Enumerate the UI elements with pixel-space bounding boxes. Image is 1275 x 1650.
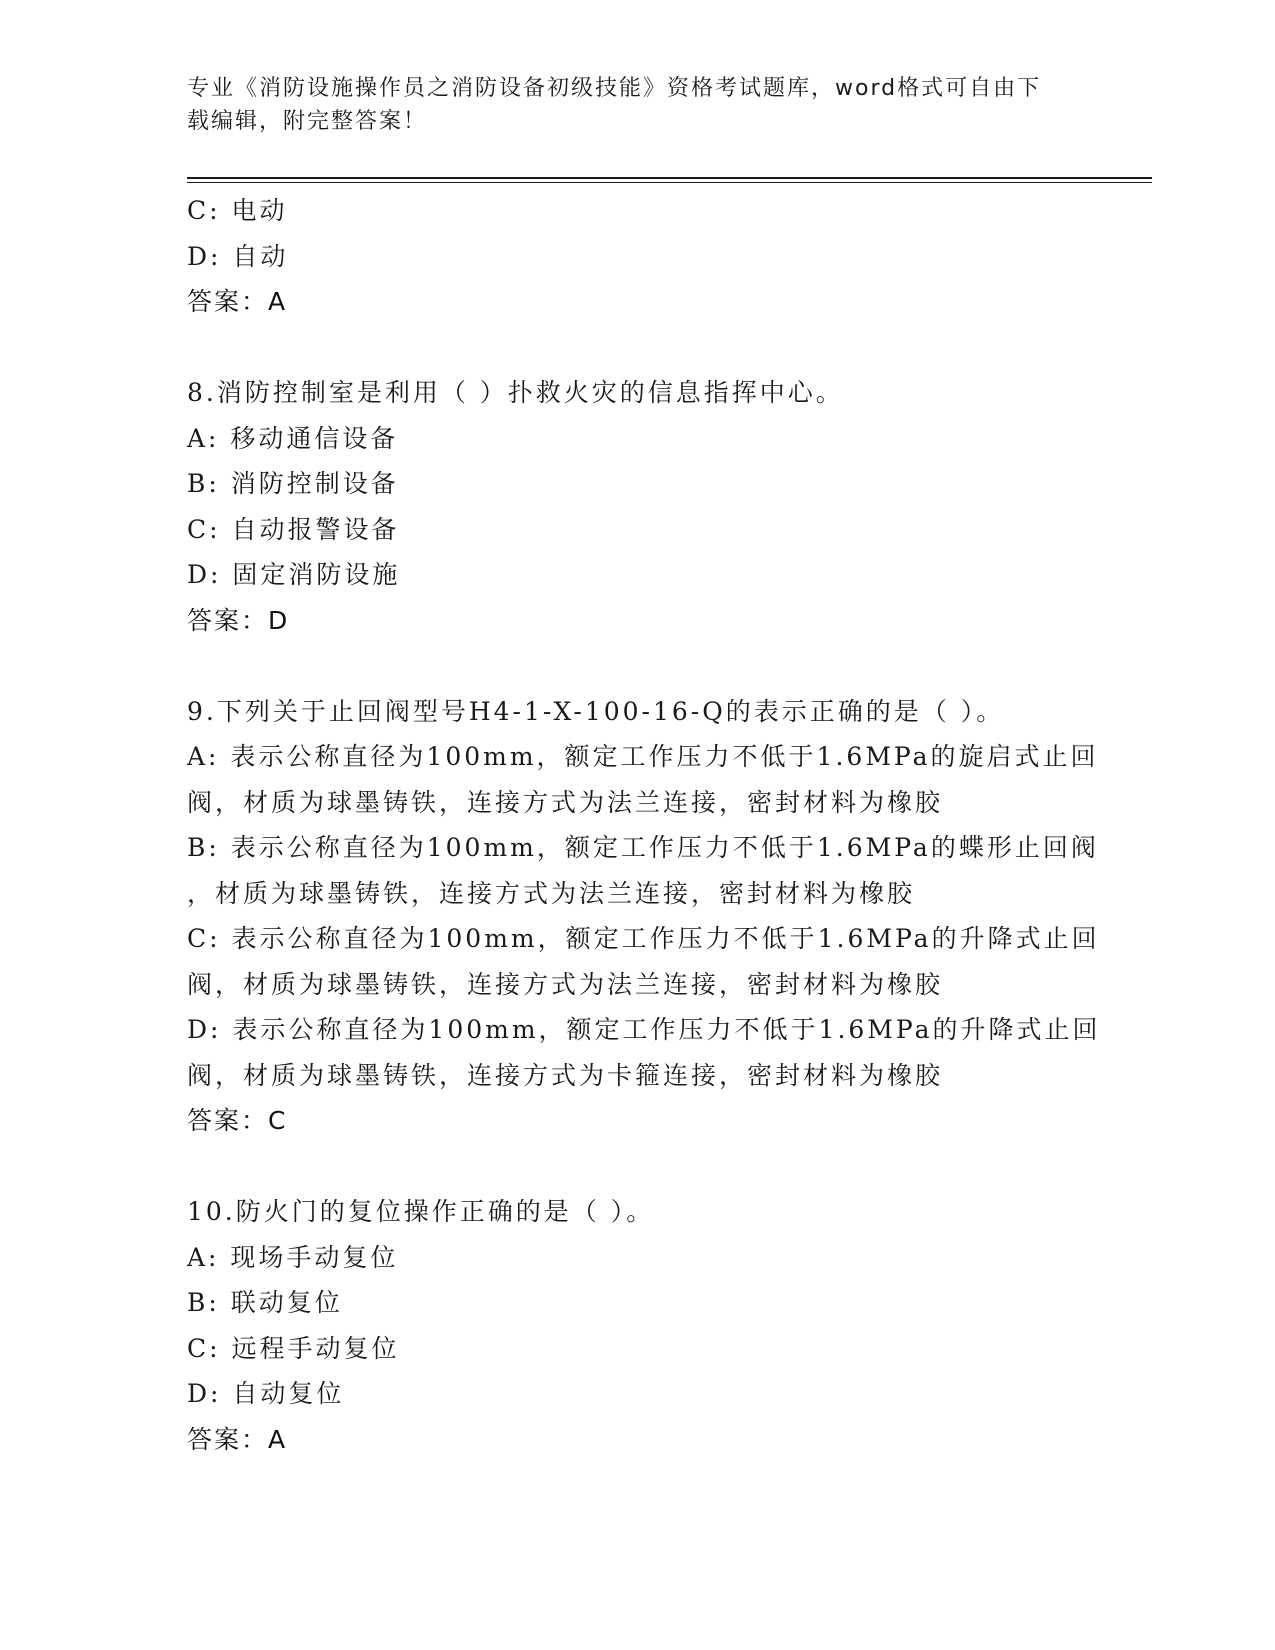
q8-option-d: D: 固定消防设施 bbox=[187, 560, 401, 589]
q9-option-a-line-1: A: 表示公称直径为100mm，额定工作压力不低于1.6MPa的旋启式止回 bbox=[187, 742, 1099, 771]
q8-question: 8.消防控制室是利用（ ）扑救火灾的信息指挥中心。 bbox=[187, 378, 844, 407]
q10-option-a: A: 现场手动复位 bbox=[187, 1242, 399, 1272]
q9-option-d-line-1: D: 表示公称直径为100mm，额定工作压力不低于1.6MPa的升降式止回 bbox=[187, 1015, 1101, 1044]
header-line-2: 载编辑，附完整答案！ bbox=[187, 109, 428, 134]
header-line-1: 专业《消防设施操作员之消防设备初级技能》资格考试题库，word格式可自由下 bbox=[187, 76, 1042, 101]
q10-question: 10.防火门的复位操作正确的是（ ）。 bbox=[187, 1197, 655, 1226]
document-header bbox=[187, 72, 1077, 138]
spacer bbox=[187, 643, 1087, 689]
q10-option-b: B: 联动复位 bbox=[187, 1288, 343, 1317]
q10-answer: 答案：A bbox=[187, 1424, 288, 1454]
question-8 bbox=[187, 370, 1087, 643]
q8-option-a: A: 移动通信设备 bbox=[187, 423, 399, 453]
question-7 bbox=[187, 188, 1087, 325]
header-divider-thick bbox=[187, 177, 1152, 179]
q10-option-d: D: 自动复位 bbox=[187, 1379, 345, 1408]
q10-option-c: C: 远程手动复位 bbox=[187, 1333, 400, 1363]
q8-option-c: C: 自动报警设备 bbox=[187, 514, 400, 544]
question-list bbox=[187, 188, 1101, 1462]
q9-answer: 答案：C bbox=[187, 1106, 288, 1135]
q7-answer: 答案：A bbox=[187, 287, 288, 316]
q9-option-b-line-2: ，材质为球墨铸铁，连接方式为法兰连接，密封材料为橡胶 bbox=[187, 878, 916, 908]
q9-question: 9.下列关于止回阀型号H4-1-X-100-16-Q的表示正确的是（ ）。 bbox=[187, 696, 1005, 726]
q7-option-d: D: 自动 bbox=[187, 241, 289, 271]
q8-option-b: B: 消防控制设备 bbox=[187, 469, 399, 498]
spacer bbox=[187, 325, 1087, 371]
q9-option-a-line-2: 阀，材质为球墨铸铁，连接方式为法兰连接，密封材料为橡胶 bbox=[187, 787, 944, 817]
q8-answer: 答案：D bbox=[187, 605, 290, 635]
q9-option-d-line-2: 阀，材质为球墨铸铁，连接方式为卡箍连接，密封材料为橡胶 bbox=[187, 1060, 944, 1090]
question-10 bbox=[187, 1189, 1087, 1462]
spacer bbox=[187, 1144, 1087, 1190]
q9-option-b-line-1: B: 表示公称直径为100mm，额定工作压力不低于1.6MPa的蝶形止回阀 bbox=[187, 833, 1099, 862]
q9-option-c-line-2: 阀，材质为球墨铸铁，连接方式为法兰连接，密封材料为橡胶 bbox=[187, 969, 944, 999]
q7-option-c: C: 电动 bbox=[187, 196, 288, 225]
header-divider-thin bbox=[187, 182, 1152, 183]
q9-option-c-line-1: C: 表示公称直径为100mm，额定工作压力不低于1.6MPa的升降式止回 bbox=[187, 924, 1100, 953]
question-9 bbox=[187, 689, 1101, 1144]
